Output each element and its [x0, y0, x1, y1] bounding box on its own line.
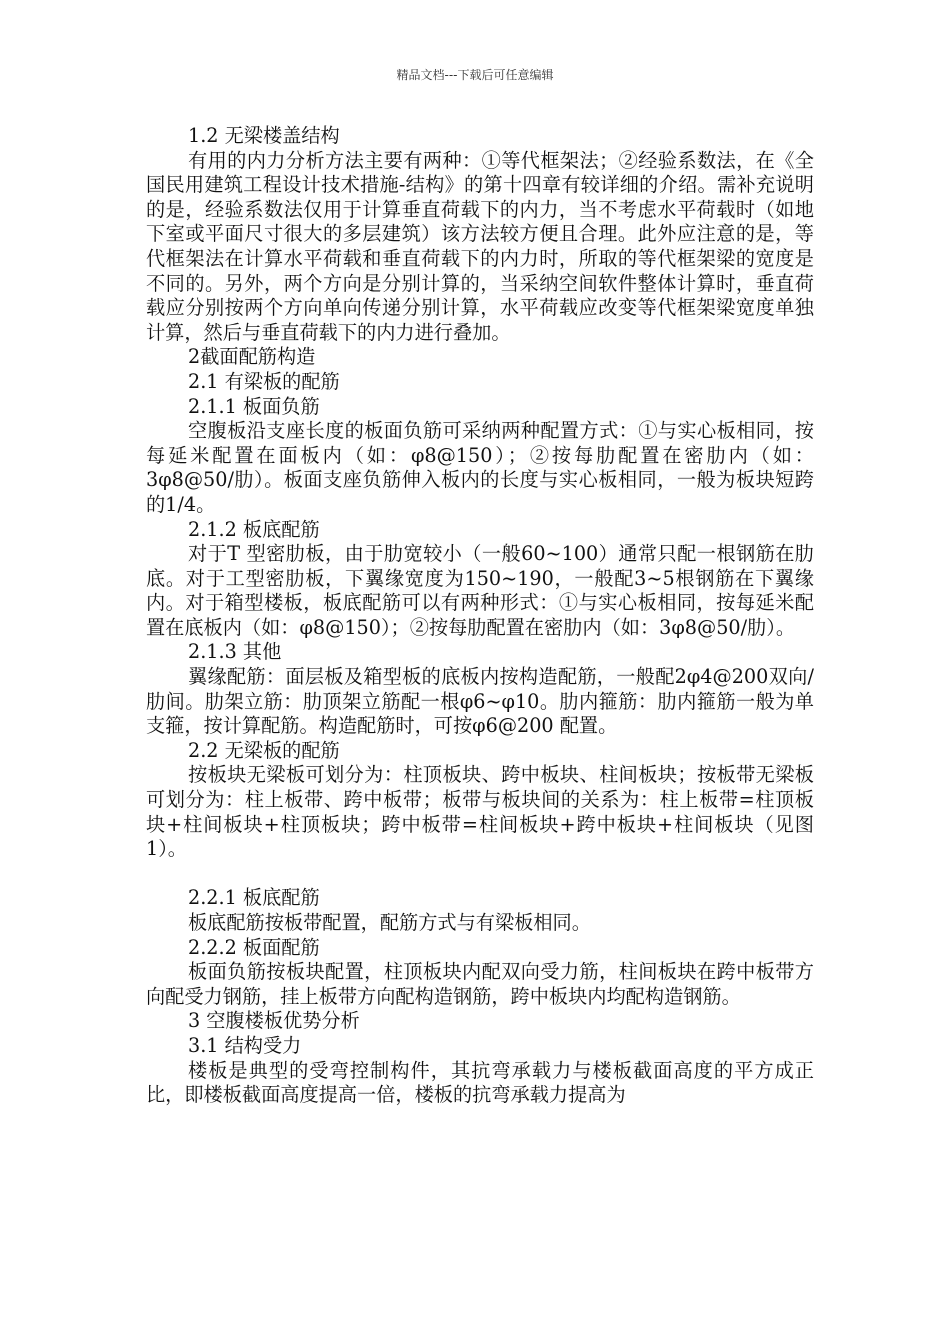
section-heading-2-2-2: 2.2.2 板面配筋 — [188, 935, 320, 959]
paragraph-structural-behavior: 楼板是典型的受弯控制构件，其抗弯承载力与楼板截面高度的平方成正比，即楼板截面高度提高一倍，楼板的抗弯承载力提高为 — [146, 1058, 814, 1107]
page-header: 精品文档---下载后可任意编辑 — [396, 68, 554, 82]
section-heading-2-2-1: 2.2.1 板底配筋 — [188, 886, 320, 910]
paragraph-internal-force-methods: 有用的内力分析方法主要有两种：①等代框架法；②经验系数法，在《全国民用建筑工程设计技术措施-结构》的第十四章有较详细的介绍。需补充说明的是，经验系数法仅用于计算垂直荷载下的内力，当不考虑水平荷载时（如地下室或平面尺寸很大的多层建筑）该方法较方便且合理。此外应注意的是，等代框架法在计算水平荷载和垂直荷载下的内力时，所取的等代框架梁的宽度是不同的。另外，两个方向是分别计算的，当采纳空间软件整体计算时，垂直荷载应分别按两个方向单向传递分别计算，水平荷载应改变等代框架梁宽度单独计算，然后与垂直荷载下的内力进行叠加。 — [146, 148, 814, 344]
paragraph-other-rebar: 翼缘配筋：面层板及箱型板的底板内按构造配筋，一般配2φ4@200双向/肋间。肋架立筋：肋顶架立筋配一根φ6~φ10。肋内箍筋：肋内箍筋一般为单支箍，按计算配筋。构造配筋时，可按φ6@200 配置。 — [146, 665, 814, 738]
paragraph-bottom-rebar: 对于T 型密肋板，由于肋宽较小（一般60~100）通常只配一根钢筋在肋底。对于工型密肋板，下翼缘宽度为150~190，一般配3~5根钢筋在下翼缘内。对于箱型楼板，板底配筋可以有两种形式：①与实心板相同，按每延米配置在底板内（如：φ8@150）；②按每肋配置在密肋内（如：3φ8@50/肋）。 — [146, 542, 814, 639]
section-heading-3: 3 空腹楼板优势分析 — [188, 1009, 360, 1033]
section-heading-2-1-3: 2.1.3 其他 — [188, 640, 282, 664]
document-body — [146, 124, 814, 1108]
paragraph-flat-slab-top-rebar: 板面负筋按板块配置，柱顶板块内配双向受力筋，柱间板块在跨中板带方向配受力钢筋，挂上板带方向配构造钢筋，跨中板块内均配构造钢筋。 — [146, 960, 814, 1008]
section-heading-2: 2截面配筋构造 — [188, 345, 316, 369]
section-heading-3-1: 3.1 结构受力 — [188, 1033, 302, 1057]
section-heading-2-2: 2.2 无梁板的配筋 — [188, 738, 340, 762]
paragraph-top-negative-rebar: 空腹板沿支座长度的板面负筋可采纳两种配置方式：①与实心板相同，按每延米配置在面板内（如：φ8@150）；②按每肋配置在密肋内（如：3φ8@50/肋）。板面支座负筋伸入板内的长度与实心板相同，一般为板块短跨的1/4。 — [146, 419, 814, 516]
blank-line — [146, 862, 814, 887]
paragraph-flat-slab-division: 按板块无梁板可划分为：柱顶板块、跨中板块、柱间板块；按板带无梁板可划分为：柱上板带、跨中板带；板带与板块间的关系为：柱上板带=柱顶板块+柱间板块+柱顶板块；跨中板带=柱间板块+跨中板块+柱间板块（见图1）。 — [146, 763, 814, 861]
section-heading-2-1-1: 2.1.1 板面负筋 — [188, 394, 320, 418]
paragraph-flat-slab-bottom-rebar: 板底配筋按板带配置，配筋方式与有梁板相同。 — [188, 911, 591, 934]
section-heading-2-1-2: 2.1.2 板底配筋 — [188, 517, 320, 541]
section-heading-1-2: 1.2 无梁楼盖结构 — [188, 124, 340, 147]
section-heading-2-1: 2.1 有梁板的配筋 — [188, 369, 340, 393]
